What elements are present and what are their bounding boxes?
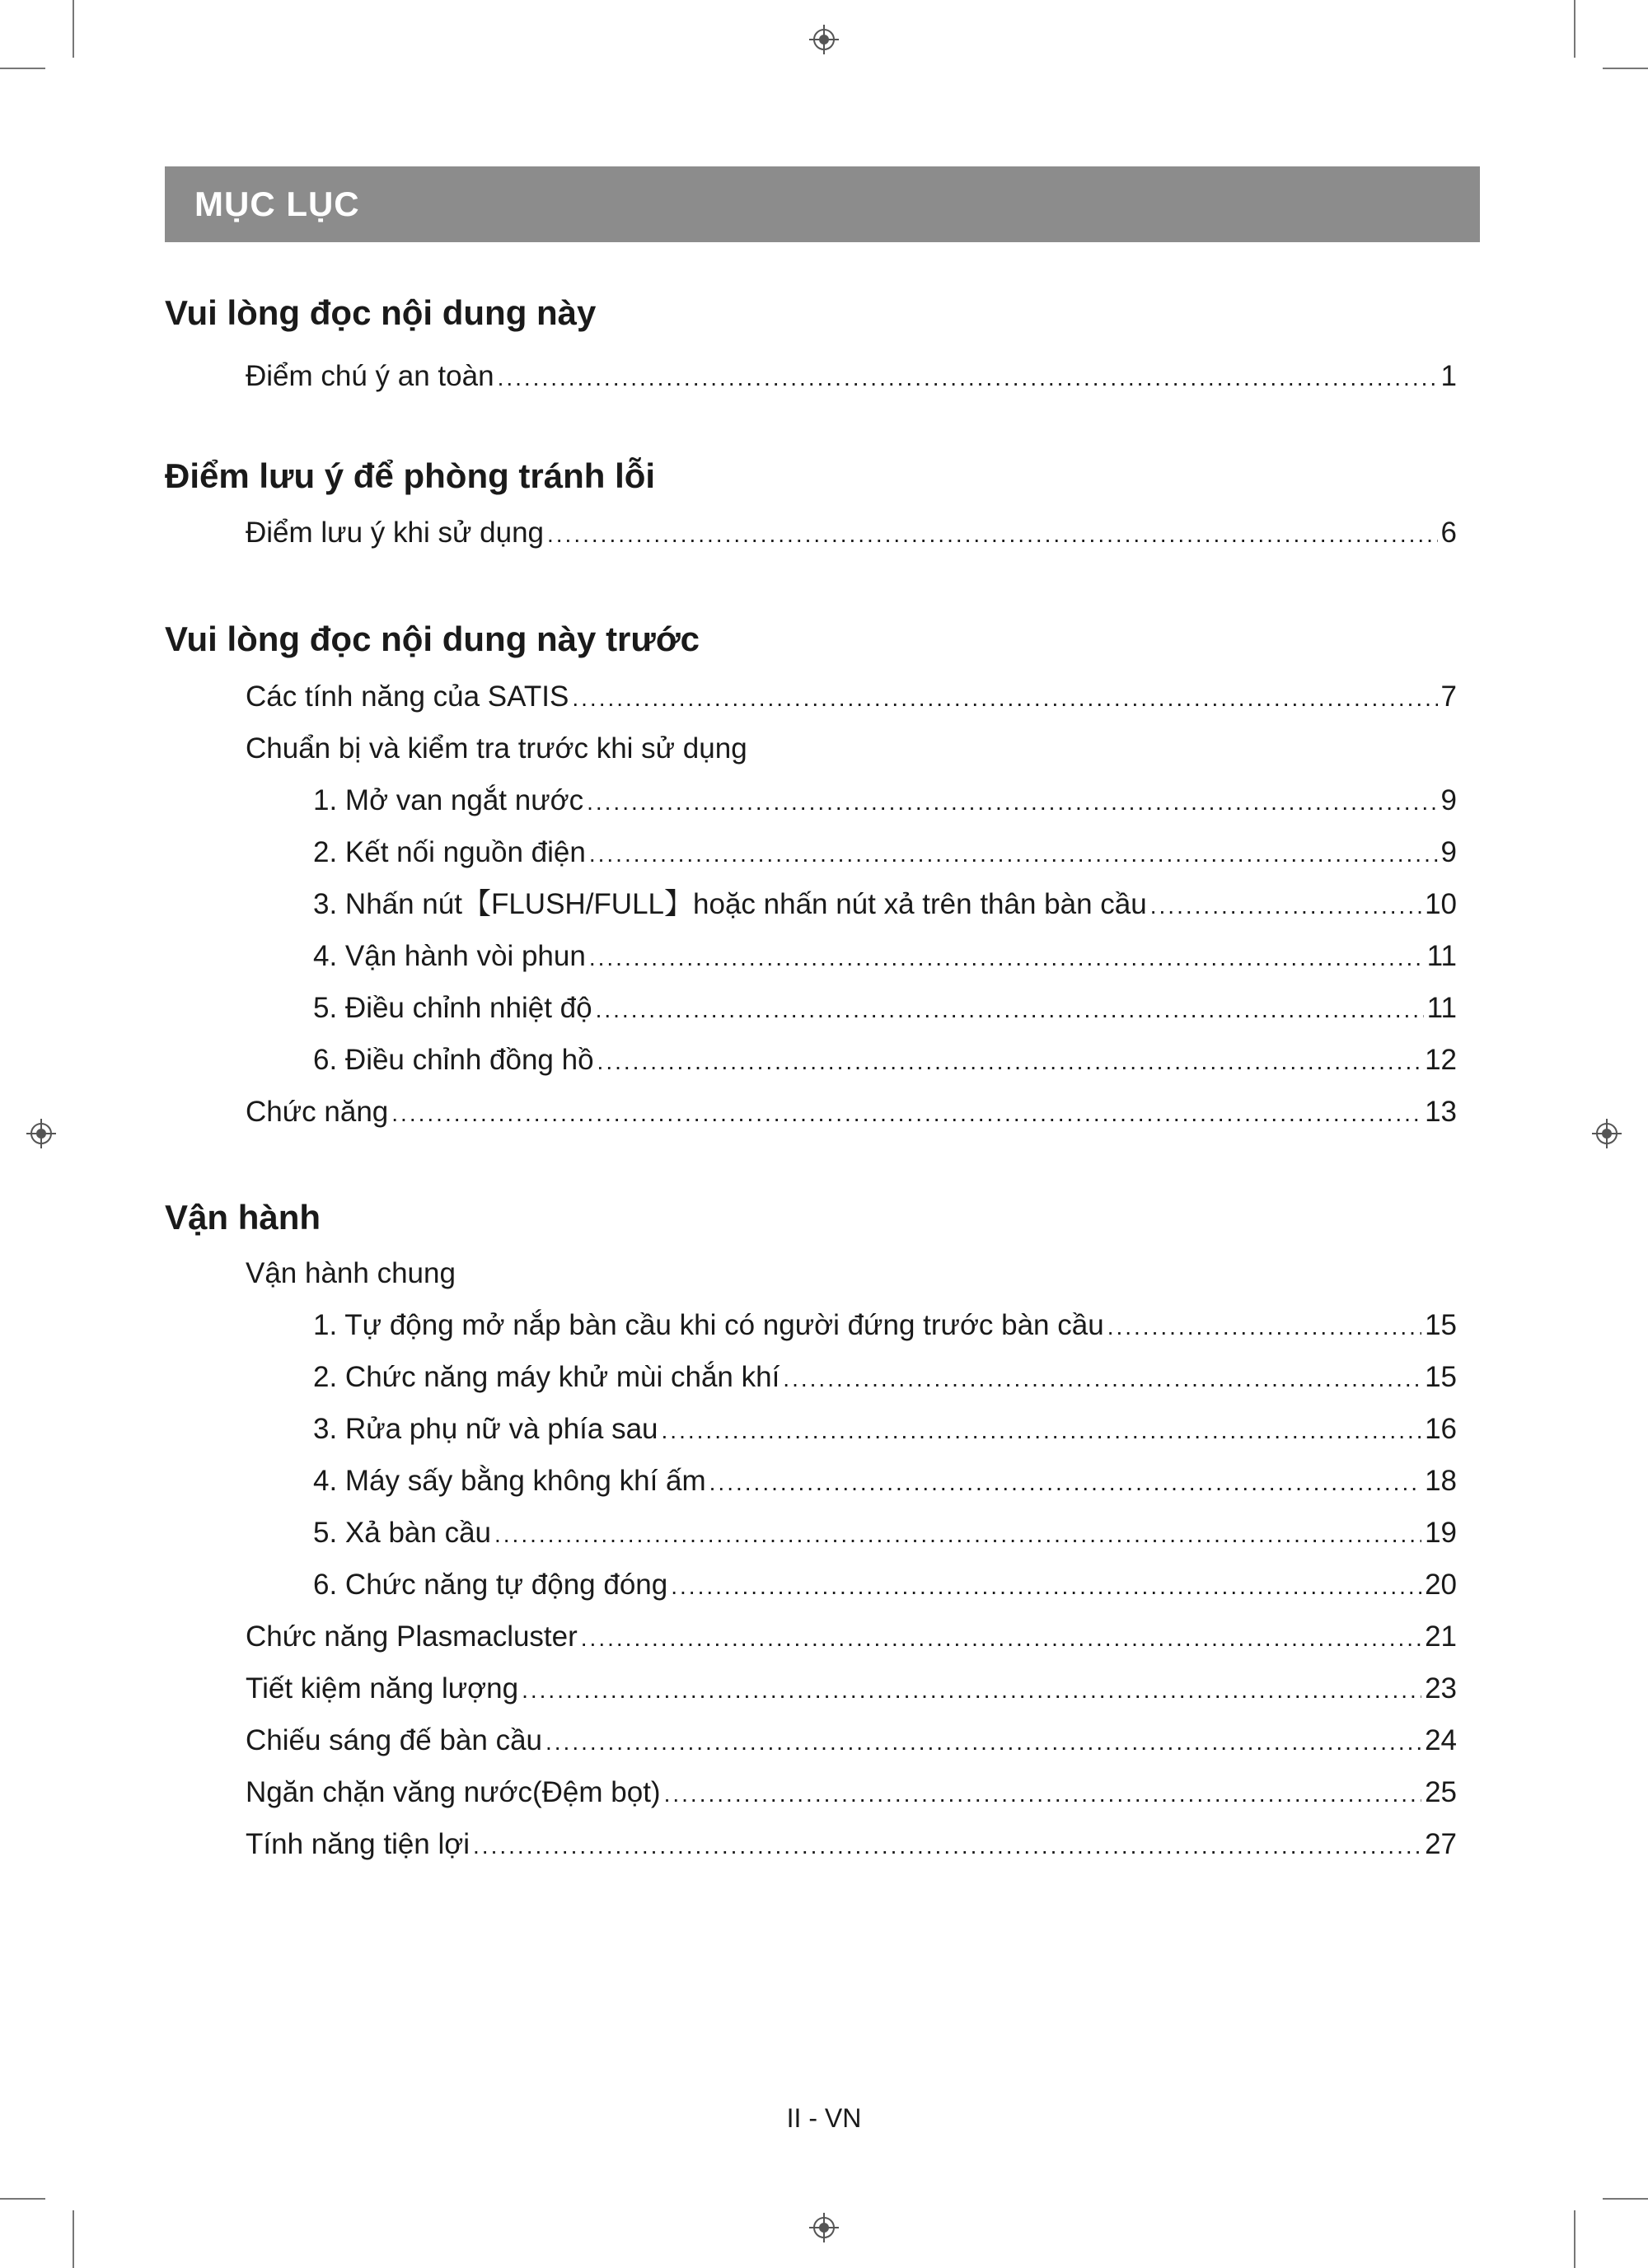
toc-leader-dots bbox=[671, 1567, 1421, 1606]
toc-entry[interactable] bbox=[313, 989, 1457, 1028]
toc-entry-label: Tiết kiệm năng lượng bbox=[246, 1672, 519, 1705]
toc-leader-dots bbox=[709, 1463, 1421, 1503]
crop-mark bbox=[1603, 68, 1648, 69]
toc-leader-dots bbox=[589, 835, 1438, 874]
toc-entry-page: 10 bbox=[1425, 888, 1457, 920]
registration-mark-icon bbox=[808, 23, 840, 56]
toc-entry-page: 1 bbox=[1440, 360, 1457, 392]
toc-entry[interactable] bbox=[313, 1513, 1457, 1553]
section-title: Vận hành bbox=[165, 1198, 321, 1237]
toc-leader-dots bbox=[547, 515, 1438, 554]
page-title: MỤC LỤC bbox=[194, 185, 360, 223]
toc-entry[interactable] bbox=[246, 1092, 1457, 1132]
toc-leader-dots bbox=[498, 358, 1438, 398]
toc-leader-dots bbox=[1107, 1307, 1421, 1347]
toc-entry[interactable] bbox=[246, 1825, 1457, 1864]
toc-entry[interactable] bbox=[246, 357, 1457, 396]
crop-mark bbox=[73, 0, 74, 58]
toc-entry-label: 2. Chức năng máy khử mùi chắn khí bbox=[313, 1361, 780, 1393]
page-number-footer: II - VN bbox=[786, 2103, 862, 2133]
section-title: Điểm lưu ý để phòng tránh lỗi bbox=[165, 456, 656, 495]
toc-leader-dots bbox=[581, 1619, 1421, 1658]
toc-entry-label: Chuẩn bị và kiểm tra trước khi sử dụng bbox=[246, 732, 747, 765]
toc-entry-page: 27 bbox=[1425, 1828, 1457, 1860]
registration-mark-icon bbox=[808, 2211, 840, 2244]
toc-entry-page: 25 bbox=[1425, 1776, 1457, 1808]
toc-subheading bbox=[246, 729, 1457, 769]
toc-entry-page: 12 bbox=[1425, 1044, 1457, 1076]
toc-entry-page: 23 bbox=[1425, 1672, 1457, 1705]
crop-mark bbox=[1574, 0, 1575, 58]
toc-leader-dots bbox=[391, 1094, 1421, 1134]
toc-entry-page: 11 bbox=[1426, 940, 1457, 972]
toc-leader-dots bbox=[494, 1515, 1421, 1555]
toc-entry-label: Chức năng Plasmacluster bbox=[246, 1620, 578, 1653]
toc-entry-page: 20 bbox=[1425, 1569, 1457, 1601]
section-title: Vui lòng đọc nội dung này bbox=[165, 293, 597, 332]
crop-mark bbox=[0, 2198, 45, 2200]
toc-entry-page: 9 bbox=[1440, 784, 1457, 816]
toc-entry-label: Ngăn chặn văng nước(Đệm bọt) bbox=[246, 1776, 661, 1808]
toc-entry-page: 9 bbox=[1440, 836, 1457, 868]
toc-entry[interactable] bbox=[313, 1306, 1457, 1345]
toc-leader-dots bbox=[522, 1671, 1421, 1710]
toc-entry-label: 2. Kết nối nguồn điện bbox=[313, 836, 586, 868]
toc-entry-label: Tính năng tiện lợi bbox=[246, 1828, 471, 1860]
toc-entry-page: 19 bbox=[1425, 1517, 1457, 1549]
toc-entry-label: Điểm lưu ý khi sử dụng bbox=[246, 517, 544, 549]
toc-leader-dots bbox=[596, 990, 1424, 1030]
toc-leader-dots bbox=[589, 938, 1424, 978]
toc-entry-page: 21 bbox=[1425, 1620, 1457, 1653]
toc-entry-label: Chiếu sáng đế bàn cầu bbox=[246, 1724, 542, 1756]
toc-entry-page: 24 bbox=[1425, 1724, 1457, 1756]
toc-subheading bbox=[246, 1254, 1457, 1293]
toc-entry-label: 3. Rửa phụ nữ và phía sau bbox=[313, 1413, 658, 1445]
toc-entry[interactable] bbox=[313, 1565, 1457, 1605]
toc-entry[interactable] bbox=[313, 937, 1457, 976]
toc-leader-dots bbox=[783, 1359, 1421, 1399]
toc-entry-label: Các tính năng của SATIS bbox=[246, 680, 569, 713]
crop-mark bbox=[1603, 2198, 1648, 2200]
toc-entry[interactable] bbox=[246, 1773, 1457, 1812]
toc-entry-label: 6. Chức năng tự động đóng bbox=[313, 1569, 668, 1601]
toc-header-bar bbox=[165, 166, 1480, 242]
toc-entry[interactable] bbox=[246, 677, 1457, 717]
toc-leader-dots bbox=[572, 679, 1437, 718]
toc-entry[interactable] bbox=[313, 1410, 1457, 1449]
toc-entry[interactable] bbox=[313, 885, 1457, 924]
crop-mark bbox=[0, 68, 45, 69]
toc-entry-label: 5. Xả bàn cầu bbox=[313, 1517, 491, 1549]
toc-entry[interactable] bbox=[313, 1461, 1457, 1501]
registration-mark-icon bbox=[1590, 1117, 1623, 1150]
toc-leader-dots bbox=[662, 1411, 1422, 1451]
toc-entry[interactable] bbox=[246, 1669, 1457, 1709]
toc-entry-page: 6 bbox=[1440, 517, 1457, 549]
registration-mark-icon bbox=[25, 1117, 58, 1150]
toc-entry[interactable] bbox=[313, 833, 1457, 872]
toc-leader-dots bbox=[473, 1826, 1421, 1866]
toc-leader-dots bbox=[545, 1723, 1421, 1762]
toc-entry-label: Vận hành chung bbox=[246, 1257, 456, 1289]
toc-leader-dots bbox=[1150, 886, 1421, 926]
toc-entry-page: 15 bbox=[1425, 1309, 1457, 1341]
toc-entry-page: 18 bbox=[1425, 1465, 1457, 1497]
crop-mark bbox=[73, 2210, 74, 2268]
toc-leader-dots bbox=[597, 1042, 1422, 1082]
toc-entry-label: Chức năng bbox=[246, 1096, 389, 1128]
section-title: Vui lòng đọc nội dung này trước bbox=[165, 620, 700, 658]
toc-entry-page: 16 bbox=[1425, 1413, 1457, 1445]
toc-entry[interactable] bbox=[313, 781, 1457, 821]
toc-entry[interactable] bbox=[246, 513, 1457, 553]
crop-mark bbox=[1574, 2210, 1575, 2268]
toc-entry-page: 13 bbox=[1425, 1096, 1457, 1128]
toc-entry-label: Điểm chú ý an toàn bbox=[246, 360, 494, 392]
toc-entry-label: 4. Vận hành vòi phun bbox=[313, 940, 586, 972]
toc-entry[interactable] bbox=[313, 1040, 1457, 1080]
toc-entry-label: 1. Tự động mở nắp bàn cầu khi có người đứng trước bàn cầu bbox=[313, 1309, 1104, 1341]
toc-entry-label: 4. Máy sấy bằng không khí ấm bbox=[313, 1465, 706, 1497]
toc-entry-page: 15 bbox=[1425, 1361, 1457, 1393]
toc-entry-page: 7 bbox=[1440, 680, 1457, 713]
toc-entry-page: 11 bbox=[1426, 992, 1457, 1024]
toc-entry[interactable] bbox=[246, 1721, 1457, 1761]
toc-leader-dots bbox=[587, 783, 1437, 822]
toc-entry[interactable] bbox=[313, 1358, 1457, 1397]
toc-entry-label: 3. Nhấn nút【FLUSH/FULL】hoặc nhấn nút xả trên thân bàn cầu bbox=[313, 888, 1147, 920]
toc-entry-label: 5. Điều chỉnh nhiệt độ bbox=[313, 992, 592, 1024]
toc-leader-dots bbox=[664, 1775, 1421, 1814]
toc-entry-label: 6. Điều chỉnh đồng hồ bbox=[313, 1044, 594, 1076]
toc-entry-label: 1. Mở van ngắt nước bbox=[313, 784, 584, 816]
toc-entry[interactable] bbox=[246, 1617, 1457, 1657]
